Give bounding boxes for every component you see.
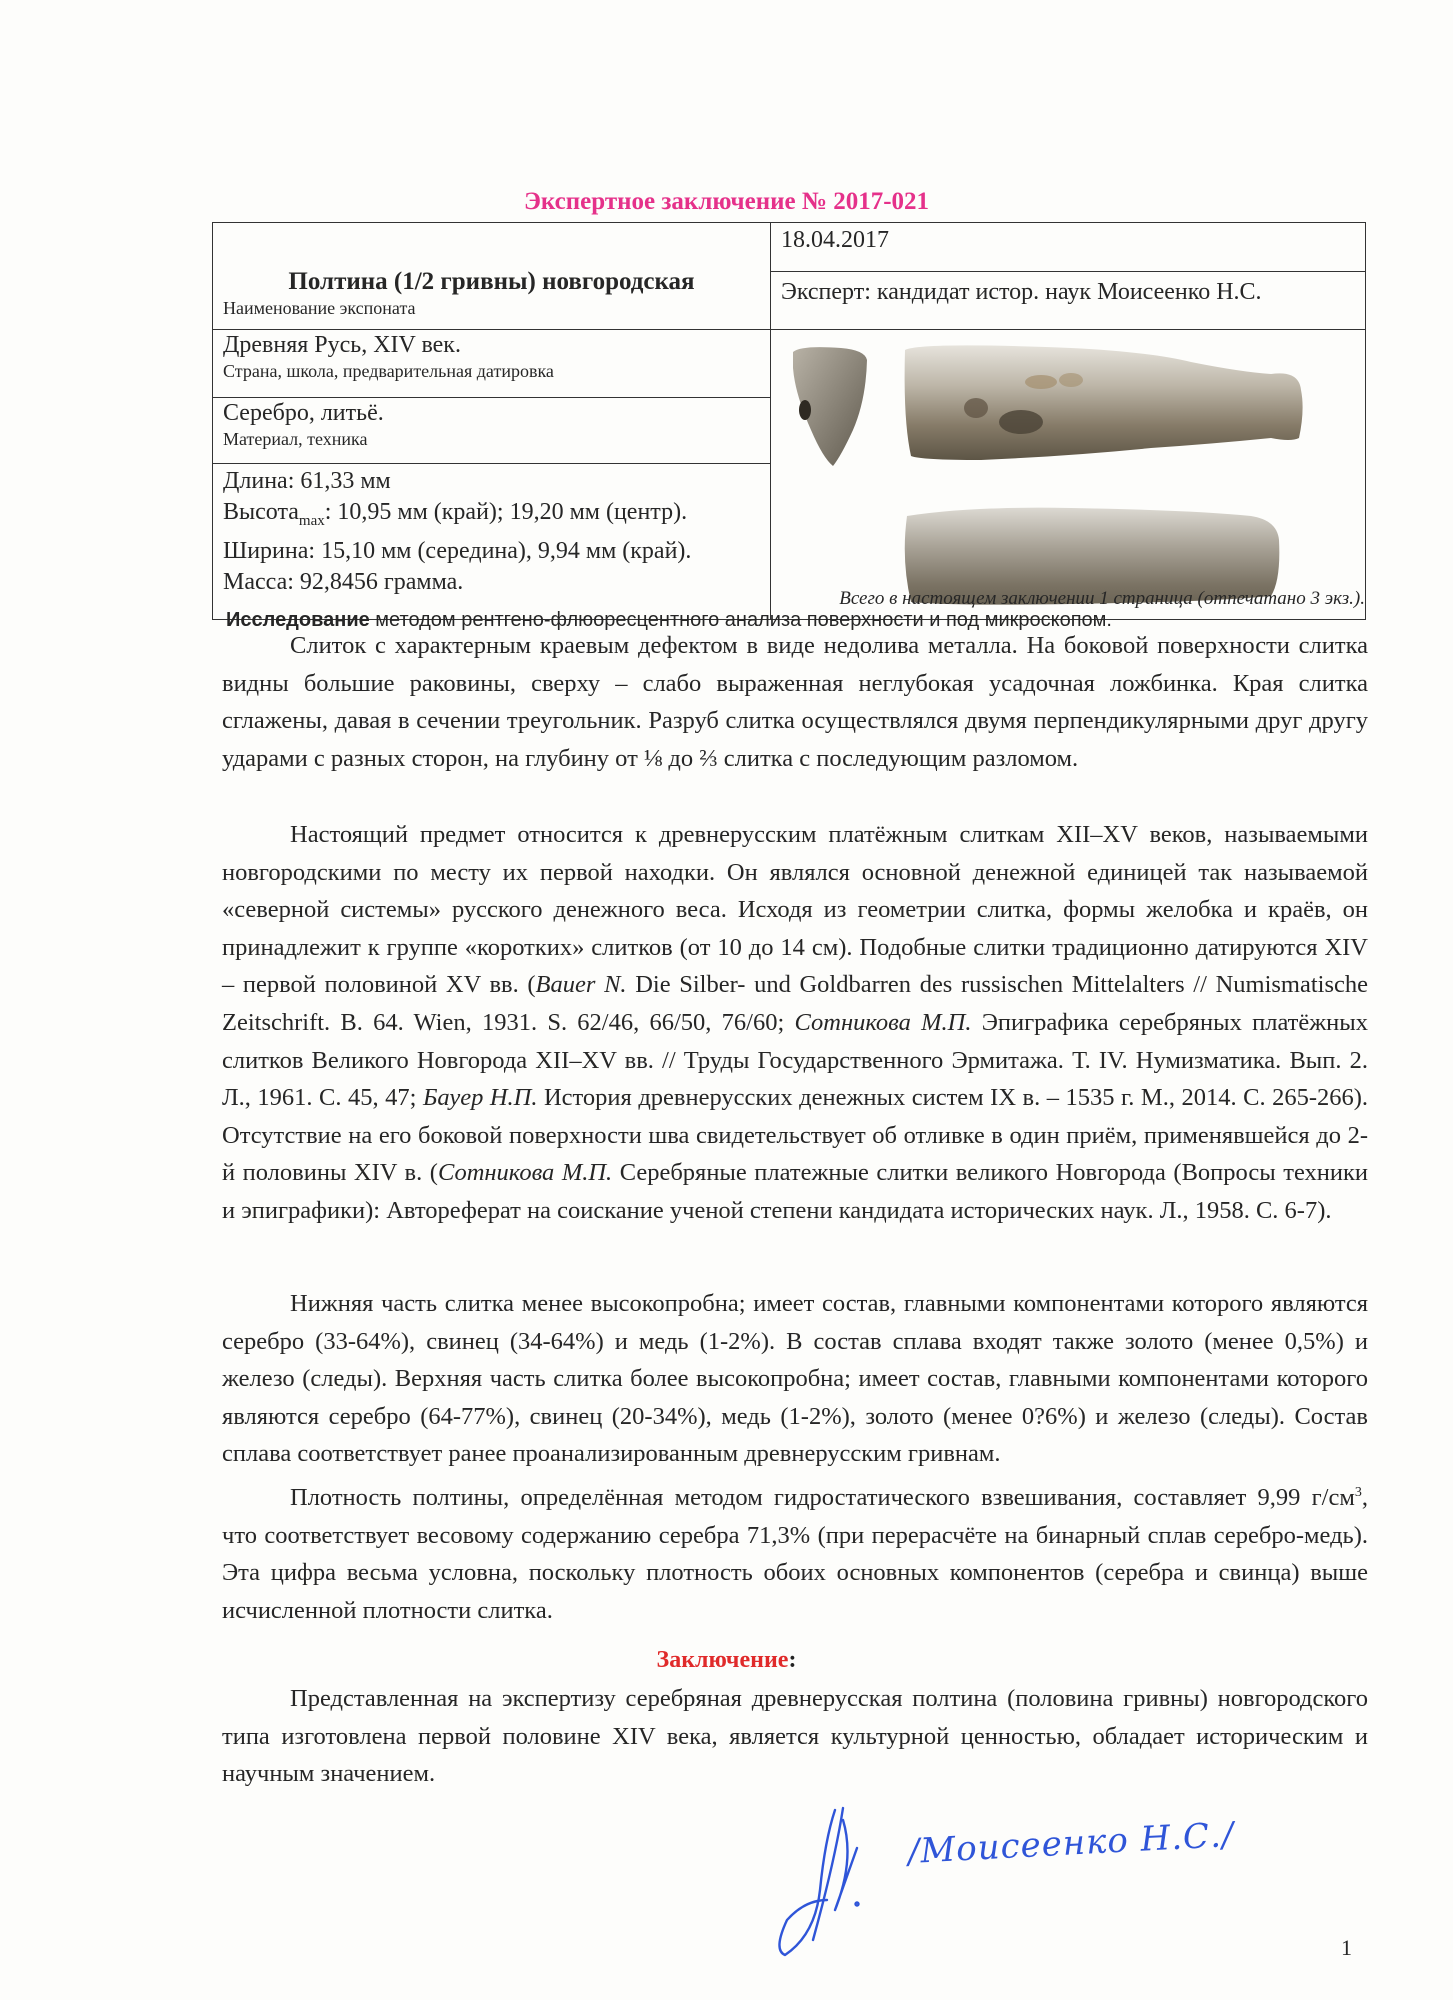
ingot-top-view: [905, 345, 1303, 460]
p2-text-a: Настоящий предмет относится к древнерусским платёжным слиткам XII–XV веков, называемыми новгородскими по месту их первой находки. Он являлся основной денежной единицей так называемой «северной системы» русского денежного веса. Исходя из геометрии слитка, формы желобка и краёв, он принадлежит к группе «коротких» слитков (от 10 до 14 см). Подобные слитки традиционно датируются XIV – первой половиной XV вв. (: [222, 821, 1368, 999]
material-value: Серебро, литьё.: [223, 399, 384, 426]
citation-author: Bauer N.: [535, 971, 627, 999]
page-number: 1: [1341, 1935, 1352, 1960]
paragraph-density: [222, 1474, 1368, 1630]
conclusion-heading-text: Заключение: [656, 1647, 789, 1673]
p2-text-b: Die Silber- und Goldbarren des russischen Mittelalters // Numismatische Zeitschrift. B. 64. Wien, 1931. S. 62/46, 66/50, 76/60;: [222, 971, 1368, 1036]
p4-superscript: 3: [1354, 1485, 1362, 1500]
mass-value: Масса: 92,8456 грамма.: [223, 569, 464, 596]
name-cell: [213, 223, 771, 330]
p4-text-a: Плотность полтины, определённая методом гидростатического взвешивания, составляет 9,99 г/см: [290, 1484, 1355, 1512]
width-value: Ширина: 15,10 мм (середина), 9,94 мм (край).: [223, 538, 692, 565]
conclusion-colon: :: [788, 1647, 797, 1673]
paragraph-description: Слиток с характерным краевым дефектом в виде недолива металла. На боковой поверхности слитка видны большие раковины, сверху – слабо выраженная неглубокая усадочная ложбинка. Края слитка сглажены, давая в сечении треугольник. Разруб слитка осуществлялся двумя перпендикулярными друг другу ударами с разных сторон, на глубину от ⅛ до ⅔ слитка с последующим разломом.: [222, 632, 1368, 772]
place-label: Страна, школа, предварительная датировка: [223, 361, 554, 381]
document-title: Экспертное заключение № 2017-021: [523, 188, 930, 215]
research-text: методом рентгено-флюоресцентного анализа поверхности и под микроскопом.: [369, 609, 1112, 631]
p2-text-c: Эпиграфика серебряных платёжных слитков Великого Новгорода XII–XV вв. // Труды Государственного Эрмитажа. Т. IV. Нумизматика. Вып. 2. Л., 1961. С. 45, 47;: [222, 1008, 1369, 1112]
height-prefix: Высота: [223, 498, 299, 525]
citation-author: Сотникова М.П.: [794, 1008, 972, 1036]
copies-note: Всего в настоящем заключении 1 страница (отпечатано 3 экз.).: [839, 588, 1365, 609]
date-cell: 18.04.2017: [771, 223, 1366, 272]
conclusion-heading: [0, 1647, 1453, 1674]
citation-author: Бауер Н.П.: [422, 1084, 538, 1112]
signature-mark: [765, 1800, 905, 1965]
citation-author: Сотникова М.П.: [437, 1159, 613, 1187]
height-numbers: : 10,95 мм (край); 19,20 мм (центр).: [324, 498, 688, 525]
length-value: Длина: 61,33 мм: [223, 467, 391, 494]
signature-name: /Моисеенко Н.С./: [906, 1814, 1236, 1872]
handwritten-initials-icon: [765, 1800, 905, 1960]
material-label: Материал, техника: [223, 428, 368, 449]
material-cell: [213, 397, 771, 463]
research-bold: Исследование: [226, 609, 370, 631]
paragraph-attribution: [222, 816, 1368, 1230]
paragraph-composition: Нижняя часть слитка менее высокопробна; имеет состав, главными компонентами которого являются серебро (33-64%), свинец (34-64%) и медь (1-2%). В состав сплава входят также золото (менее 0,5%) и железо (следы). Верхняя часть слитка более высокопробна; имеет состав, главными компонентами которого являются серебро (64-77%), свинец (20-34%), медь (1-2%), золото (менее 0?6%) и железо (следы). Состав сплава соответствует ранее проанализированным древнерусским гривнам.: [222, 1290, 1368, 1468]
p2-text-d: История древнерусских денежных систем IX в. – 1535 г. М., 2014. С. 265-266). Отсутствие на его боковой поверхности шва свидетельствует об отливке в один приём, применявшейся до 2-й половины XIV в. (: [222, 1084, 1369, 1187]
p2-text-e: Серебряные платежные слитки великого Новгорода (Вопросы техники и эпиграфики): Автореферат на соискание ученой степени кандидата исторических наук. Л., 1958. С. 6-7).: [222, 1159, 1368, 1224]
height-value: [223, 497, 760, 537]
height-sub: max: [298, 512, 325, 529]
exhibit-name-label: Наименование экспоната: [223, 298, 416, 318]
exhibit-card: [212, 222, 1366, 620]
silver-ingot-photo-icon: [771, 330, 1365, 614]
place-value: Древняя Русь, XIV век.: [223, 332, 461, 358]
expert-cell: Эксперт: кандидат истор. наук Моисеенко Н.С.: [771, 272, 1366, 330]
paragraph-conclusion: Представленная на экспертизу серебряная древнерусская полтина (половина гривны) новгородского типа изготовлена первой половине XIV века, является культурной ценностью, обладает историческим и научным значением.: [222, 1685, 1368, 1788]
exhibit-name: Полтина (1/2 гривны) новгородская: [288, 268, 695, 295]
p4-text-b: , что соответствует весовому содержанию серебра 71,3% (при перерасчёте на бинарный сплав серебро-медь). Эта цифра весьма условна, поскольку плотность обоих основных компонентов (серебра и свинца) выше исчисленной плотности слитка.: [222, 1484, 1368, 1624]
photo-cell: [771, 330, 1366, 620]
place-cell: [213, 330, 771, 398]
dimensions-cell: [213, 463, 771, 619]
